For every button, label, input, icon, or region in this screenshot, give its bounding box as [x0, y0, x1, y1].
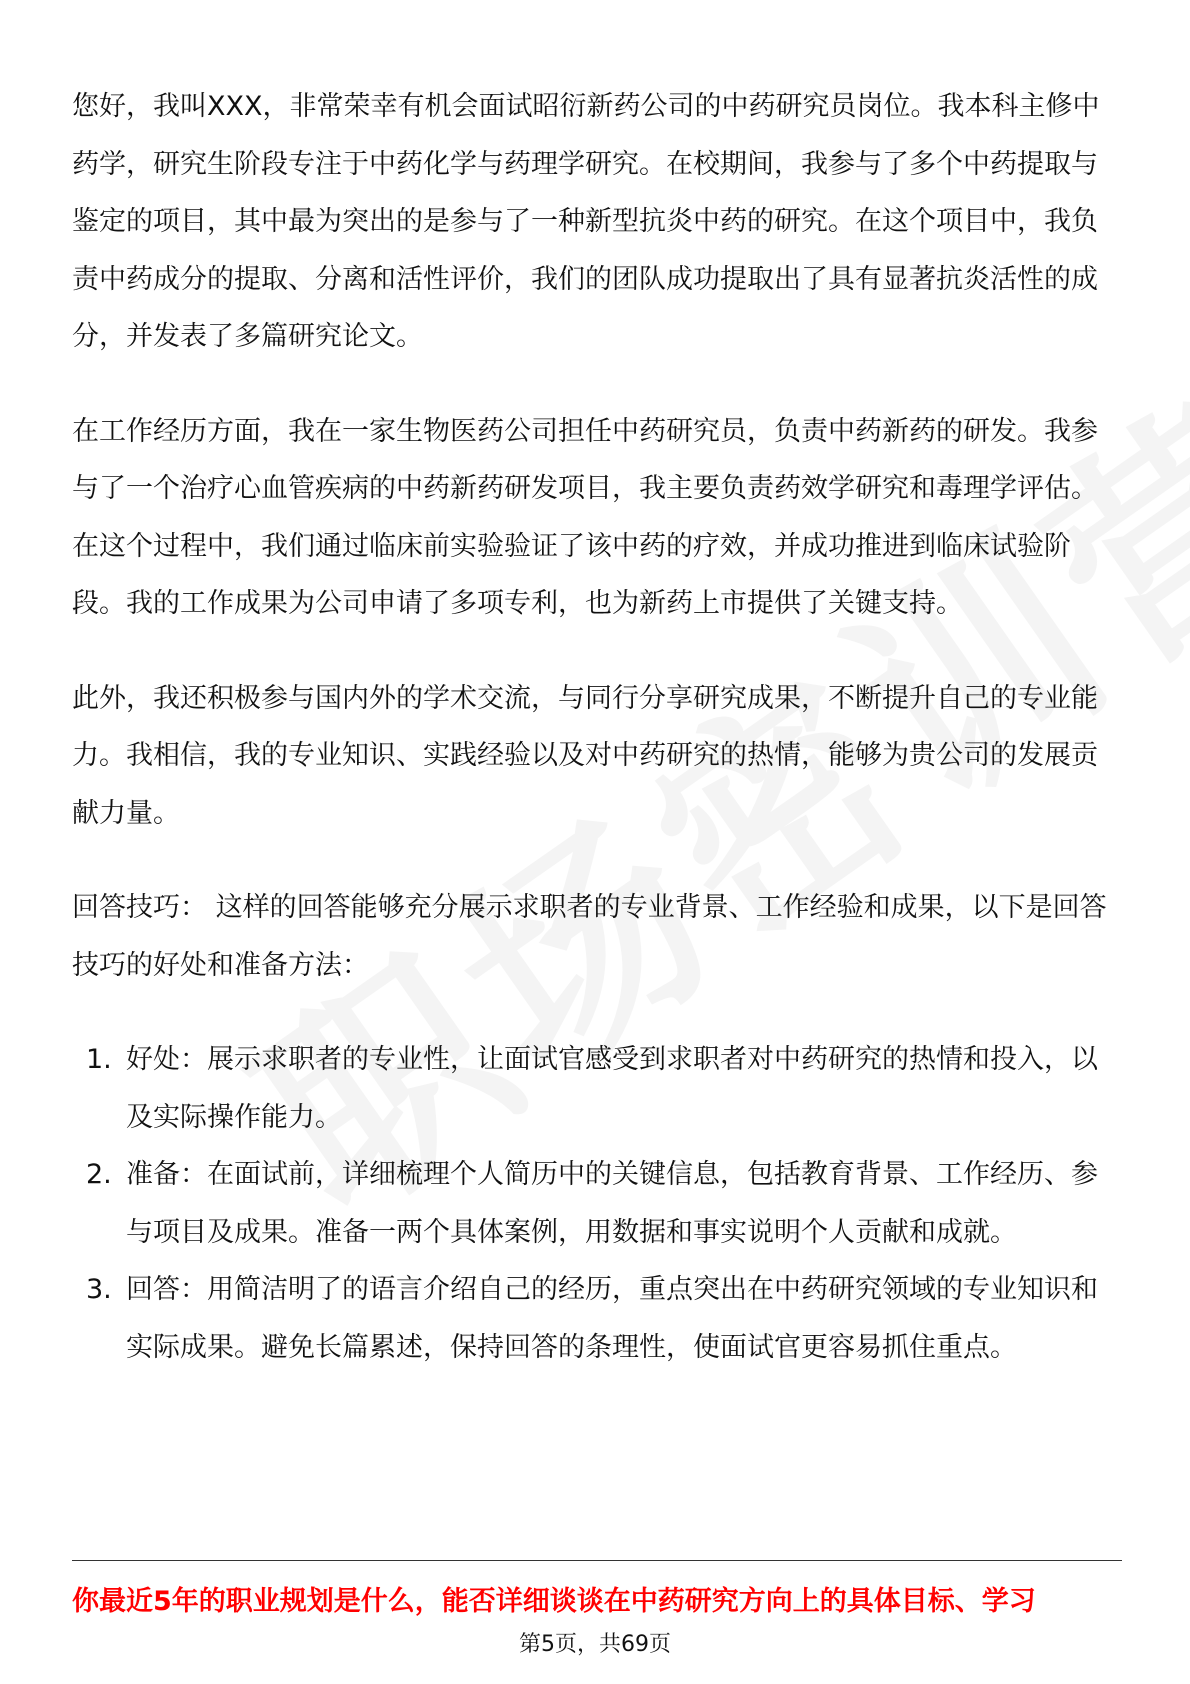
list-item-number: 2. — [86, 1159, 112, 1190]
list-item-text: 准备：在面试前，详细梳理个人简历中的关键信息，包括教育背景、工作经历、参与项目及成果。准备一两个具体案例，用数据和事实说明个人贡献和成就。 — [126, 1159, 1098, 1248]
answer-tips-intro: 回答技巧： 这样的回答能够充分展示求职者的专业背景、工作经验和成果，以下是回答技巧的好处和准备方法： — [72, 892, 1107, 981]
document-body — [72, 78, 1122, 1376]
answer-paragraph-academic-exchange: 此外，我还积极参与国内外的学术交流，与同行分享研究成果，不断提升自己的专业能力。我相信，我的专业知识、实践经验以及对中药研究的热情，能够为贵公司的发展贡献力量。 — [72, 682, 1098, 829]
answer-paragraph-work-experience: 在工作经历方面，我在一家生物医药公司担任中药研究员，负责中药新药的研发。我参与了一个治疗心血管疾病的中药新药研发项目，我主要负责药效学研究和毒理学评估。在这个过程中，我们通过临床前实验验证了该中药的疗效，并成功推进到临床试验阶段。我的工作成果为公司申请了多项专利，也为新药上市提供了关键支持。 — [72, 415, 1098, 619]
divider — [72, 1560, 1122, 1561]
list-item — [72, 1146, 1122, 1261]
page-number: 第5页，共69页 — [519, 1632, 671, 1657]
list-item — [72, 1031, 1122, 1146]
list-item-text: 回答：用简洁明了的语言介绍自己的经历，重点突出在中药研究领域的专业知识和实际成果。避免长篇累述，保持回答的条理性，使面试官更容易抓住重点。 — [126, 1274, 1098, 1363]
list-item-number: 1. — [86, 1044, 112, 1075]
next-question-heading: 你最近5年的职业规划是什么，能否详细谈谈在中药研究方向上的具体目标、学习 — [72, 1586, 1036, 1617]
list-item-number: 3. — [86, 1274, 112, 1305]
tips-list — [72, 1031, 1122, 1376]
list-item-text: 好处：展示求职者的专业性，让面试官感受到求职者对中药研究的热情和投入，以及实际操作能力。 — [126, 1044, 1098, 1133]
list-item — [72, 1261, 1122, 1376]
answer-paragraph-intro: 您好，我叫XXX，非常荣幸有机会面试昭衍新药公司的中药研究员岗位。我本科主修中药学，研究生阶段专注于中药化学与药理学研究。在校期间，我参与了多个中药提取与鉴定的项目，其中最为突出的是参与了一种新型抗炎中药的研究。在这个项目中，我负责中药成分的提取、分离和活性评价，我们的团队成功提取出了具有显著抗炎活性的成分，并发表了多篇研究论文。 — [72, 91, 1100, 352]
